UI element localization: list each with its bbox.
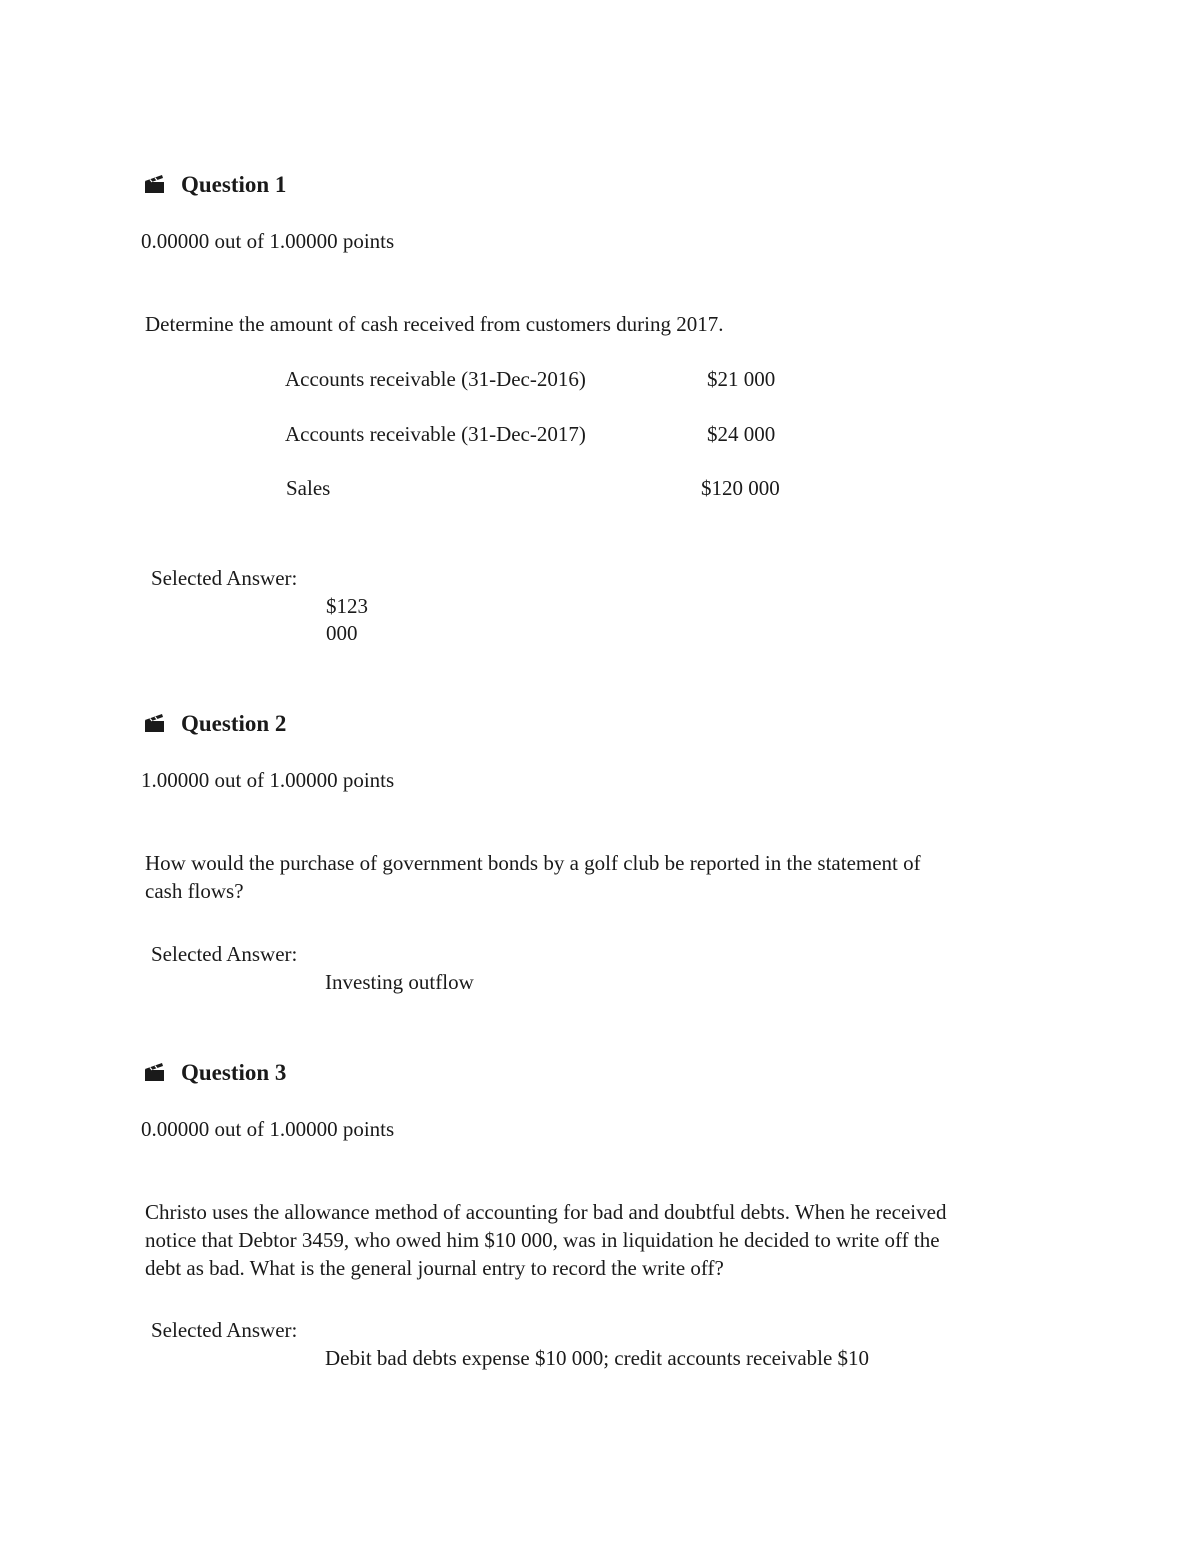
points-score: 1.00000 out of 1.00000 points <box>141 768 395 792</box>
question-title: Question 1 <box>181 172 287 197</box>
question-text-line: How would the purchase of government bonds by a golf club be reported in the statement of <box>145 851 921 875</box>
question-title: Question 2 <box>181 711 287 736</box>
selected-answer-value: $123 <box>326 594 368 618</box>
clapperboard-icon <box>144 713 166 733</box>
question-text-line: debt as bad. What is the general journal entry to record the write off? <box>145 1256 724 1280</box>
selected-answer-value: Investing outflow <box>325 970 474 994</box>
table-row-label: Accounts receivable (31-Dec-2016) <box>285 367 586 391</box>
clapperboard-icon <box>144 174 166 194</box>
table-row-label: Sales <box>286 476 331 500</box>
points-score: 0.00000 out of 1.00000 points <box>141 1117 395 1141</box>
selected-answer-label: Selected Answer: <box>151 566 298 590</box>
table-row-value: $24 000 <box>707 422 776 446</box>
question-text: Determine the amount of cash received from customers during 2017. <box>145 312 724 336</box>
selected-answer-value: 000 <box>326 621 358 645</box>
table-row-value: $120 000 <box>701 476 780 500</box>
table-row-value: $21 000 <box>707 367 776 391</box>
question-text-line: Christo uses the allowance method of accounting for bad and doubtful debts. When he received <box>145 1200 947 1224</box>
clapperboard-icon <box>144 1062 166 1082</box>
question-text-line: notice that Debtor 3459, who owed him $10 000, was in liquidation he decided to write off the <box>145 1228 940 1252</box>
question-title: Question 3 <box>181 1060 287 1085</box>
question-text-line: cash flows? <box>145 879 244 903</box>
table-row-label: Accounts receivable (31-Dec-2017) <box>285 422 586 446</box>
selected-answer-label: Selected Answer: <box>151 1318 298 1342</box>
points-score: 0.00000 out of 1.00000 points <box>141 229 395 253</box>
selected-answer-label: Selected Answer: <box>151 942 298 966</box>
selected-answer-value: Debit bad debts expense $10 000; credit accounts receivable $10 <box>325 1346 870 1370</box>
